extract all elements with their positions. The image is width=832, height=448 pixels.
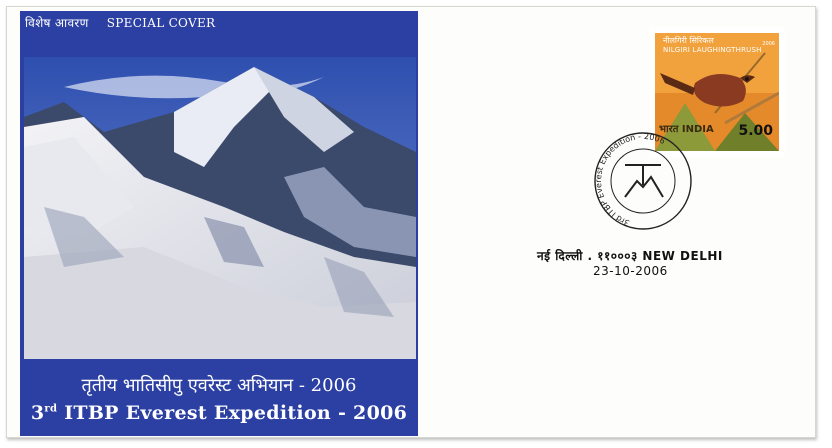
- special-cover-envelope: [6, 6, 816, 438]
- cancellation-place: नई दिल्ली . ११०००३ NEW DELHI: [537, 249, 723, 263]
- header-english: SPECIAL COVER: [106, 16, 216, 30]
- postmark-ring-text: 3rd ITBP Everest Expedition - 2006: [594, 131, 667, 228]
- header-hindi: विशेष आवरण: [25, 16, 89, 30]
- title-english-text: ITBP Everest Expedition - 2006: [64, 402, 408, 424]
- stamp-country: भारत INDIA: [659, 124, 714, 135]
- stamp-year: 2006: [762, 41, 775, 47]
- title-ordinal-number: 3: [30, 402, 45, 424]
- mountain-illustration: [24, 57, 416, 359]
- postmark: [573, 125, 713, 235]
- postmark-seal-icon: [573, 125, 713, 235]
- stamp-name-hindi: नीलगिरी सिरिकल: [663, 36, 714, 45]
- everest-photo: [24, 57, 416, 359]
- stamp-name-english: NILGIRI LAUGHINGTHRUSH: [663, 46, 762, 54]
- cover-header: [25, 14, 215, 31]
- cancellation-date: 23-10-2006: [593, 264, 668, 278]
- title-english: [20, 402, 418, 424]
- stamp-value: 5.00: [738, 123, 773, 139]
- title-ordinal-suffix: rd: [44, 403, 58, 415]
- title-hindi: तृतीय भातिसीपु एवरेस्ट अभियान - 2006: [81, 375, 357, 396]
